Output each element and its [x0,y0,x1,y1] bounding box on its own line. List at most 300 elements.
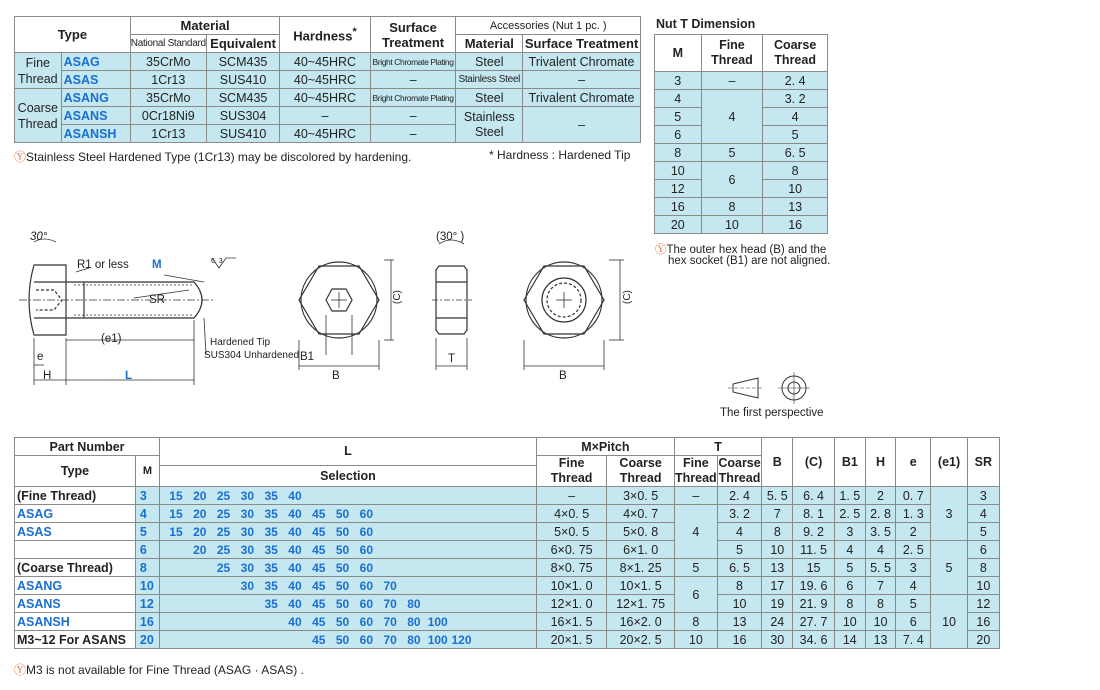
surface-cell: – [370,71,456,89]
l-value: 15 [169,488,183,503]
nut-m-cell: 20 [655,216,702,234]
hardness-cell: 40~45HRC [280,53,370,71]
equivalent-cell: SCM435 [206,53,280,71]
l-value: 30 [240,506,255,521]
l-value: 40 [288,524,302,539]
b-cell: 8 [762,523,793,541]
m-cell: 5 [135,523,159,541]
l-value: 15 [169,506,183,521]
l-value: 45 [312,542,326,557]
t-label: T [448,353,456,365]
nut-header-fine: Fine Thread [701,35,763,72]
c-cell: 34. 6 [793,631,834,649]
l-value: 35 [264,524,278,539]
type-label: (Coarse Thread) [15,559,136,577]
b1-cell: 5 [834,559,865,577]
t-fine-cell: 8 [674,613,717,631]
l-selection-cell [160,595,537,613]
acc-material-cell: Stainless Steel [456,71,523,89]
c-cell: 19. 6 [793,577,834,595]
t-coarse-cell: 10 [717,595,761,613]
e-cell: 1. 3 [896,505,931,523]
national-cell: 35CrMo [130,53,206,71]
fine-pitch-cell: 6×0. 75 [536,541,607,559]
acc-surface-cell: – [523,107,641,143]
l-selection-cell [160,523,537,541]
coarse-pitch-cell: 12×1. 75 [607,595,675,613]
coarse-pitch-cell: 16×2. 0 [607,613,675,631]
l-value: 60 [359,578,374,593]
header-material: Material [130,17,280,35]
fine-pitch-cell: 5×0. 5 [536,523,607,541]
type-cell: ASANSH [61,125,130,143]
e-cell: 3 [896,559,931,577]
equivalent-cell: SUS410 [206,125,280,143]
l-value: 30 [240,488,255,503]
acc-material-cell: Steel [456,53,523,71]
nut-coarse-cell: 4 [763,108,828,126]
l-value: 60 [359,506,374,521]
material-note: ⓎStainless Steel Hardened Type (1Cr13) may be discolored by hardening. [14,150,412,164]
table-row [15,631,1000,649]
type-cell: ASANG [61,89,130,107]
technical-drawing [14,220,674,395]
l-value: 35 [264,578,278,593]
national-cell: 1Cr13 [130,125,206,143]
warning-icon: Ⓨ [655,244,667,256]
header-t-fine: Fine Thread [675,456,717,485]
table-row [15,541,1000,559]
l-value: 40 [288,614,302,629]
t-coarse-cell: 13 [717,613,761,631]
e-cell: 4 [896,577,931,595]
radius-label: R1 or less [77,259,129,271]
l-value: 50 [335,560,350,575]
l-value: 35 [264,542,278,557]
header-t: T [674,438,761,456]
b1-cell: 8 [834,595,865,613]
b-cell: 30 [762,631,793,649]
e-cell: 5 [896,595,931,613]
header-l: L [160,438,537,466]
b1-cell: 10 [834,613,865,631]
equivalent-cell: SUS304 [206,107,280,125]
nut-coarse-cell: 13 [763,198,828,216]
l-value: 35 [264,560,278,575]
l-value: 50 [335,614,350,629]
l-selection-cell [160,559,537,577]
header-fine: Fine Thread [536,456,607,487]
b-cell: 10 [762,541,793,559]
l-value: 30 [240,578,255,593]
dimension-table [14,437,1000,649]
national-cell: 1Cr13 [130,71,206,89]
l-value: 50 [335,524,350,539]
b1-label: B1 [300,351,315,363]
e-cell: 6 [896,613,931,631]
m-cell: 4 [135,505,159,523]
b-cell: 24 [762,613,793,631]
type-label: ASANG [15,577,136,595]
nut-fine-cell: – [701,72,763,90]
hardness-cell: 40~45HRC [280,89,370,107]
roughness-label: 6. 3 [211,258,223,265]
l-value: 25 [216,524,231,539]
t-fine-cell: 6 [674,577,717,613]
acc-material-cell: Steel [456,89,523,107]
l-value: 50 [335,596,350,611]
surface-cell: Bright Chromate Plating [370,89,456,107]
l-value: 60 [359,542,374,557]
sr-cell: 8 [967,559,999,577]
b-cell: 13 [762,559,793,577]
nut-fine-cell: 4 [701,90,763,144]
l-value: 60 [359,614,374,629]
l-value: 45 [312,506,326,521]
header-m: M [135,456,159,487]
e1-cell: 10 [931,595,967,649]
table-row [15,613,1000,631]
c-cell: 8. 1 [793,505,834,523]
l-value: 40 [288,542,302,557]
coarse-pitch-cell: 10×1. 5 [607,577,675,595]
b-label-2: B [559,370,567,382]
header-e1: (e1) [931,438,967,487]
m-cell: 6 [135,541,159,559]
l-value: 70 [383,614,397,629]
coarse-pitch-cell: 4×0. 7 [607,505,675,523]
t-fine-cell: 10 [674,631,717,649]
c-label-2: (C) [622,290,633,304]
angle-label-2: (30° ) [436,231,465,243]
h-cell: 7 [865,577,895,595]
t-coarse-cell: 6. 5 [717,559,761,577]
l-value: 35 [264,596,278,611]
l-value: 25 [216,488,231,503]
e-cell: 2 [896,523,931,541]
m-cell: 12 [135,595,159,613]
equivalent-cell: SUS410 [206,71,280,89]
l-value: 45 [312,632,326,647]
header-b: B [762,438,793,487]
fine-pitch-cell: 10×1. 0 [536,577,607,595]
e-label: e [37,351,44,363]
table-row [15,505,1000,523]
c-cell: 9. 2 [793,523,834,541]
nut-table-title: Nut T Dimension [656,17,756,31]
coarse-pitch-cell: 3×0. 5 [607,487,675,505]
l-selection-cell [160,613,537,631]
table-row [15,523,1000,541]
e1-cell: 3 [931,487,967,541]
l-value: 40 [288,596,302,611]
header-e: e [896,438,931,487]
b1-cell: 1. 5 [834,487,865,505]
t-fine-cell: 4 [674,505,717,559]
l-label: L [125,370,133,382]
l-value: 100 [427,614,448,629]
t-fine-cell: 5 [674,559,717,577]
nut-m-cell: 10 [655,162,702,180]
l-value: 100 [427,632,448,647]
hardness-note: * Hardness : Hardened Tip [489,148,631,162]
coarse-pitch-cell: 5×0. 8 [607,523,675,541]
t-coarse-cell: 3. 2 [717,505,761,523]
l-value: 70 [383,596,397,611]
header-c: (C) [793,438,834,487]
type-label: ASAG [15,505,136,523]
e-cell: 2. 5 [896,541,931,559]
l-selection-cell [160,541,537,559]
l-value: 40 [288,560,302,575]
header-equivalent: Equivalent [206,35,280,53]
nut-m-cell: 3 [655,72,702,90]
nut-coarse-cell: 16 [763,216,828,234]
equivalent-cell: SCM435 [206,89,280,107]
l-value: 25 [216,542,231,557]
c-cell: 6. 4 [793,487,834,505]
hardness-cell: – [280,107,370,125]
h-cell: 2. 8 [865,505,895,523]
h-cell: 3. 5 [865,523,895,541]
type-cell: ASANS [61,107,130,125]
header-accessories: Accessories (Nut 1 pc. ) [456,17,641,35]
t-fine-cell: – [674,487,717,505]
nut-coarse-cell: 2. 4 [763,72,828,90]
header-selection: Selection [160,466,537,487]
c-cell: 27. 7 [793,613,834,631]
l-selection-cell [160,631,537,649]
header-coarse: Coarse Thread [607,456,675,487]
header-acc-material: Material [456,35,523,53]
table-row [15,577,1000,595]
c-cell: 21. 9 [793,595,834,613]
nut-fine-cell: 8 [701,198,763,216]
b1-cell: 2. 5 [834,505,865,523]
t-coarse-cell: 5 [717,541,761,559]
nut-note-2: hex socket (B1) are not aligned. [668,255,831,267]
nut-m-cell: 12 [655,180,702,198]
surface-cell: Bright Chromate Plating [370,53,456,71]
surface-cell: – [370,125,456,143]
header-h: H [865,438,895,487]
l-value: 50 [335,506,350,521]
fine-pitch-cell: 8×0. 75 [536,559,607,577]
l-value: 35 [264,488,278,503]
nut-coarse-cell: 3. 2 [763,90,828,108]
header-surface-treatment: Surface Treatment [370,17,456,53]
c-cell: 15 [793,559,834,577]
l-value: 60 [359,596,374,611]
sr-cell: 4 [967,505,999,523]
l-selection-cell [160,577,537,595]
header-type: Type [15,17,131,53]
header-sr: SR [967,438,999,487]
coarse-pitch-cell: 8×1. 25 [607,559,675,577]
m-cell: 20 [135,631,159,649]
type-label: ASANS [15,595,136,613]
type-label: (Fine Thread) [15,487,136,505]
l-value: 25 [216,560,231,575]
main-note: ⓎM3 is not available for Fine Thread (ASAG · ASAS) . [14,663,304,677]
acc-material-cell: Stainless Steel [456,107,523,143]
b1-cell: 14 [834,631,865,649]
h-cell: 2 [865,487,895,505]
h-label: H [43,370,52,382]
e-cell: 0. 7 [896,487,931,505]
nut-m-cell: 8 [655,144,702,162]
fine-pitch-cell: 16×1. 5 [536,613,607,631]
l-value: 20 [193,488,207,503]
nut-fine-cell: 5 [701,144,763,162]
acc-surface-cell: Trivalent Chromate [523,89,641,107]
warning-icon: Ⓨ [14,150,27,164]
b-label: B [332,370,340,382]
sr-cell: 5 [967,523,999,541]
m-label: M [152,259,162,271]
acc-surface-cell: Trivalent Chromate [523,53,641,71]
type-label: ASAS [15,523,136,541]
type-cell: ASAG [61,53,130,71]
l-value: 25 [216,506,231,521]
h-cell: 4 [865,541,895,559]
group-label-coarse: Coarse Thread [15,89,62,143]
c-label-1: (C) [392,290,403,304]
e-cell: 7. 4 [896,631,931,649]
m-cell: 10 [135,577,159,595]
header-b1: B1 [834,438,865,487]
t-coarse-cell: 4 [717,523,761,541]
b1-cell: 6 [834,577,865,595]
t-coarse-cell: 8 [717,577,761,595]
sr-label: SR [149,294,165,306]
acc-surface-cell: – [523,71,641,89]
l-value: 20 [193,542,207,557]
header-national-standard: National Standard [130,35,206,53]
b-cell: 19 [762,595,793,613]
h-cell: 5. 5 [865,559,895,577]
l-value: 60 [359,632,374,647]
nut-m-cell: 4 [655,90,702,108]
coarse-pitch-cell: 6×1. 0 [607,541,675,559]
group-label-fine: Fine Thread [15,53,62,89]
header-hardness: Hardness* [280,17,370,53]
perspective-label: The first perspective [720,407,824,419]
h-cell: 10 [865,613,895,631]
type-label [15,541,136,559]
nut-header-m: M [655,35,702,72]
sr-cell: 6 [967,541,999,559]
c-cell: 11. 5 [793,541,834,559]
m-cell: 3 [135,487,159,505]
hardened-tip-label: Hardened Tip [210,337,271,348]
l-value: 45 [312,578,326,593]
header-mpitch: M×Pitch [536,438,674,456]
l-value: 60 [359,524,374,539]
l-value: 15 [169,524,183,539]
nut-coarse-cell: 8 [763,162,828,180]
nut-fine-cell: 6 [701,162,763,198]
e1-label: (e1) [101,333,122,345]
nut-note-1: ⓎThe outer hex head (B) and the [655,244,827,256]
l-selection-cell [160,505,537,523]
unhardened-label: SUS304 Unhardened [204,350,300,361]
l-value: 80 [407,632,421,647]
l-value: 20 [193,524,207,539]
type-cell: ASAS [61,71,130,89]
l-value: 40 [288,506,302,521]
l-value: 70 [383,632,397,647]
b1-cell: 4 [834,541,865,559]
surface-cell: – [370,107,456,125]
warning-icon: Ⓨ [14,663,27,677]
l-value: 40 [288,578,302,593]
type-label: M3~12 For ASANS [15,631,136,649]
l-value: 45 [312,560,326,575]
national-cell: 0Cr18Ni9 [130,107,206,125]
sr-cell: 12 [967,595,999,613]
h-cell: 13 [865,631,895,649]
sr-cell: 3 [967,487,999,505]
l-value: 60 [359,560,374,575]
fine-pitch-cell: 4×0. 5 [536,505,607,523]
l-value: 35 [264,506,278,521]
b1-cell: 3 [834,523,865,541]
l-value: 80 [407,614,421,629]
angle-label: 30° [30,231,48,243]
nut-coarse-cell: 6. 5 [763,144,828,162]
header-t-coarse: Coarse Thread [718,456,761,485]
l-value: 40 [288,488,302,503]
hardness-cell: 40~45HRC [280,71,370,89]
b-cell: 17 [762,577,793,595]
l-value: 45 [312,614,326,629]
table-row [15,487,1000,505]
e1-cell: 5 [931,541,967,595]
l-value: 30 [240,524,255,539]
nut-m-cell: 16 [655,198,702,216]
h-cell: 8 [865,595,895,613]
table-row [15,595,1000,613]
header-part-number: Part Number [15,438,160,456]
l-selection-cell [160,487,537,505]
m-cell: 8 [135,559,159,577]
t-coarse-cell: 2. 4 [717,487,761,505]
nut-coarse-cell: 5 [763,126,828,144]
b-cell: 5. 5 [762,487,793,505]
hardness-cell: 40~45HRC [280,125,370,143]
coarse-pitch-cell: 20×2. 5 [607,631,675,649]
l-value: 50 [335,542,350,557]
l-value: 50 [335,632,350,647]
type-label: ASANSH [15,613,136,631]
sr-cell: 16 [967,613,999,631]
sr-cell: 10 [967,577,999,595]
nut-dimension-table [654,34,828,234]
nut-header-coarse: Coarse Thread [763,35,828,72]
l-value: 30 [240,542,255,557]
l-value: 120 [451,632,472,647]
fine-pitch-cell: – [536,487,607,505]
nut-m-cell: 5 [655,108,702,126]
l-value: 45 [312,596,326,611]
material-table [14,16,641,143]
fine-pitch-cell: 20×1. 5 [536,631,607,649]
nut-fine-cell: 10 [701,216,763,234]
l-value: 45 [312,524,326,539]
header-acc-surface: Surface Treatment [523,35,641,53]
l-value: 70 [383,578,397,593]
